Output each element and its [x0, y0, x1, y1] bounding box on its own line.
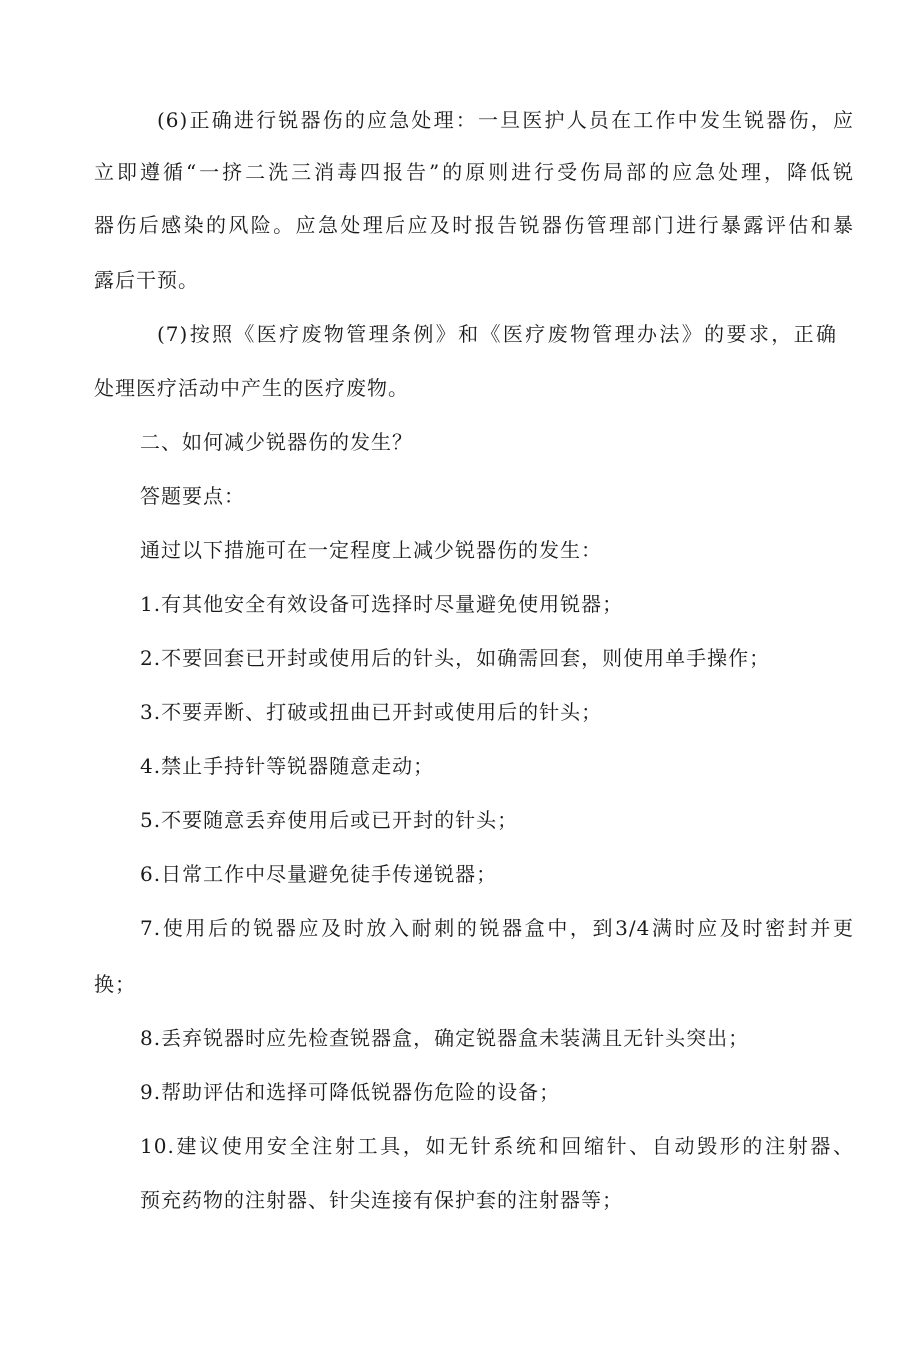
paragraph-6-line-3: 器伤后感染的风险。应急处理后应及时报告锐器伤管理部门进行暴露评估和暴 [94, 213, 854, 237]
list-item-1: 1.有其他安全有效设备可选择时尽量避免使用锐器； [140, 592, 624, 616]
answer-points-label: 答题要点： [140, 484, 245, 508]
list-item-6: 6.日常工作中尽量避免徒手传递锐器； [140, 862, 498, 886]
paragraph-7-line-1: (7)按照《医疗废物管理条例》和《医疗废物管理办法》的要求，正确 [157, 322, 837, 346]
paragraph-6-line-2: 立即遵循“一挤二洗三消毒四报告”的原则进行受伤局部的应急处理，降低锐 [94, 160, 854, 184]
paragraph-6-line-4: 露后干预。 [94, 268, 199, 292]
list-item-10-line-2: 预充药物的注射器、针尖连接有保护套的注射器等； [140, 1188, 623, 1212]
list-item-10-line-1: 10.建议使用安全注射工具，如无针系统和回缩针、自动毁形的注射器、 [140, 1134, 854, 1158]
list-item-3: 3.不要弄断、打破或扭曲已开封或使用后的针头； [140, 700, 603, 724]
intro-sentence: 通过以下措施可在一定程度上减少锐器伤的发生： [140, 538, 602, 562]
list-item-7-line-1: 7.使用后的锐器应及时放入耐刺的锐器盒中，到3/4满时应及时密封并更 [140, 916, 854, 940]
list-item-8: 8.丢弃锐器时应先检查锐器盒，确定锐器盒未装满且无针头突出； [140, 1026, 750, 1050]
paragraph-7-line-2: 处理医疗活动中产生的医疗废物。 [94, 376, 409, 400]
paragraph-6-line-1: (6)正确进行锐器伤的应急处理：一旦医护人员在工作中发生锐器伤，应 [157, 108, 854, 132]
list-item-2: 2.不要回套已开封或使用后的针头，如确需回套，则使用单手操作； [140, 646, 771, 670]
list-item-4: 4.禁止手持针等锐器随意走动； [140, 754, 435, 778]
list-item-9: 9.帮助评估和选择可降低锐器伤危险的设备； [140, 1080, 561, 1104]
section-heading: 二、如何减少锐器伤的发生？ [140, 430, 413, 454]
list-item-7-line-2: 换； [94, 972, 136, 996]
list-item-5: 5.不要随意丢弃使用后或已开封的针头； [140, 808, 519, 832]
